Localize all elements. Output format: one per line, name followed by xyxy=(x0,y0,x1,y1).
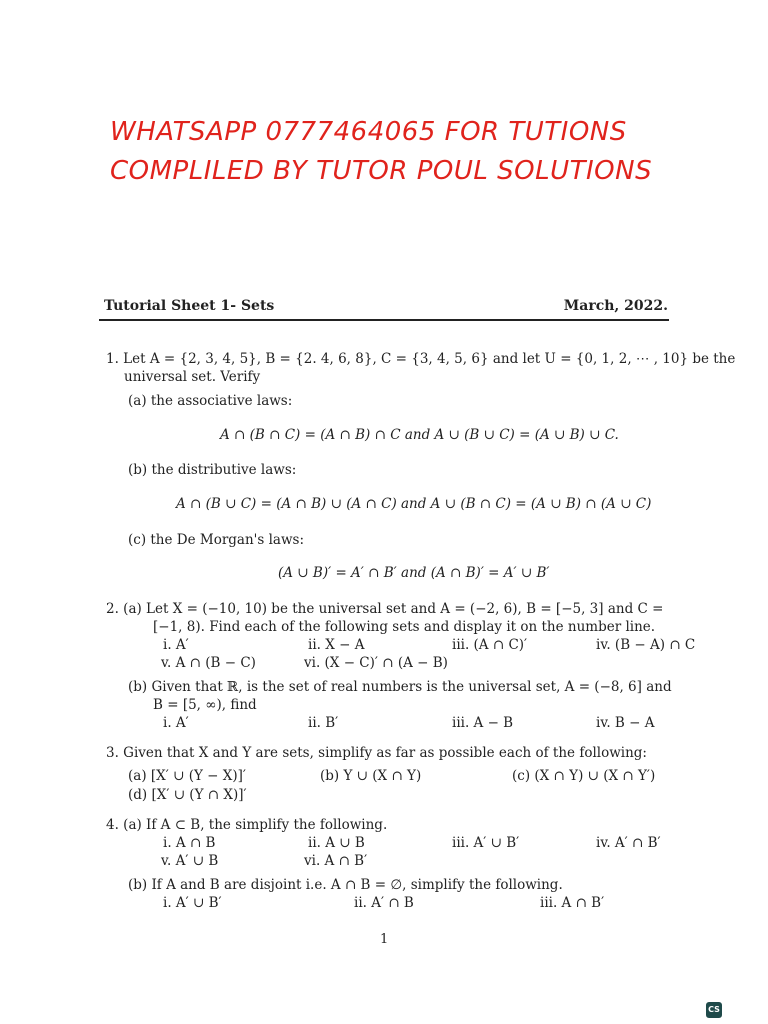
q1a-equation: A ∩ (B ∩ C) = (A ∩ B) ∩ C and A ∪ (B ∪ C) = (A ∪ B) ∪ C. xyxy=(220,427,619,443)
q1c-label: (c) the De Morgan's laws: xyxy=(128,532,305,548)
sheet-title: Tutorial Sheet 1- Sets xyxy=(104,298,275,314)
q2a-item: vi. (X − C)′ ∩ (A − B) xyxy=(304,655,448,671)
q2b-item: iv. B − A xyxy=(596,715,655,731)
camscanner-logo-icon: CS xyxy=(706,1002,722,1018)
q1b-label: (b) the distributive laws: xyxy=(128,462,297,478)
sheet-date: March, 2022. xyxy=(563,298,668,314)
q2a-line2: [−1, 8). Find each of the following sets and display it on the number line. xyxy=(153,619,656,635)
q3-item: (a) [X′ ∪ (Y − X)]′ xyxy=(128,768,246,784)
q2b-item: ii. B′ xyxy=(308,715,339,731)
q2a-item: v. A ∩ (B − C) xyxy=(161,655,256,671)
sheet-header xyxy=(104,298,668,318)
q2a-item: iv. (B − A) ∩ C xyxy=(596,637,696,653)
q3-line: 3. Given that X and Y are sets, simplify as far as possible each of the following: xyxy=(106,745,647,761)
q2b-item: i. A′ xyxy=(163,715,189,731)
q2a-item: ii. X − A xyxy=(308,637,365,653)
q4a-item: iii. A′ ∪ B′ xyxy=(452,835,520,851)
q2a-line1: 2. (a) Let X = (−10, 10) be the universal set and A = (−2, 6), B = [−5, 3] and C = xyxy=(106,601,664,617)
q4a-item: vi. A ∩ B′ xyxy=(304,853,368,869)
q4b-item: ii. A′ ∩ B xyxy=(354,895,414,911)
header-rule xyxy=(99,319,669,321)
q4a-item: ii. A ∪ B xyxy=(308,835,365,851)
q1b-equation: A ∩ (B ∪ C) = (A ∩ B) ∪ (A ∩ C) and A ∪ (B ∩ C) = (A ∪ B) ∩ (A ∪ C) xyxy=(176,496,652,512)
q2b-line1: (b) Given that ℝ, is the set of real numbers is the universal set, A = (−8, 6] and xyxy=(128,679,672,695)
whatsapp-annotation: WHATSAPP 0777464065 FOR TUTIONS xyxy=(110,117,627,147)
q4a-line: 4. (a) If A ⊂ B, the simplify the following. xyxy=(106,817,388,833)
q3-item: (c) (X ∩ Y) ∪ (X ∩ Y′) xyxy=(512,768,656,784)
q1c-equation: (A ∪ B)′ = A′ ∩ B′ and (A ∩ B)′ = A′ ∪ B′ xyxy=(278,565,550,581)
q2b-item: iii. A − B xyxy=(452,715,514,731)
q4a-item: iv. A′ ∩ B′ xyxy=(596,835,661,851)
q4b-line: (b) If A and B are disjoint i.e. A ∩ B = ∅, simplify the following. xyxy=(128,877,563,893)
q1a-label: (a) the associative laws: xyxy=(128,393,293,409)
q3-item: (b) Y ∪ (X ∩ Y) xyxy=(320,768,422,784)
q4a-item: i. A ∩ B xyxy=(163,835,216,851)
page-number: 1 xyxy=(380,932,389,947)
q4b-item: i. A′ ∪ B′ xyxy=(163,895,222,911)
q4a-item: v. A′ ∪ B xyxy=(161,853,219,869)
compiled-by-annotation: COMPLILED BY TUTOR POUL SOLUTIONS xyxy=(110,156,653,186)
q1-line2: universal set. Verify xyxy=(124,369,261,385)
q1-line1: 1. Let A = {2, 3, 4, 5}, B = {2. 4, 6, 8}, C = {3, 4, 5, 6} and let U = {0, 1, 2, ⋯ , 10} be the xyxy=(106,351,736,367)
q3-item: (d) [X′ ∪ (Y ∩ X)]′ xyxy=(128,787,247,803)
q2b-line2: B = [5, ∞), find xyxy=(153,697,257,713)
q2a-item: i. A′ xyxy=(163,637,189,653)
q4b-item: iii. A ∩ B′ xyxy=(540,895,605,911)
q2a-item: iii. (A ∩ C)′ xyxy=(452,637,528,653)
